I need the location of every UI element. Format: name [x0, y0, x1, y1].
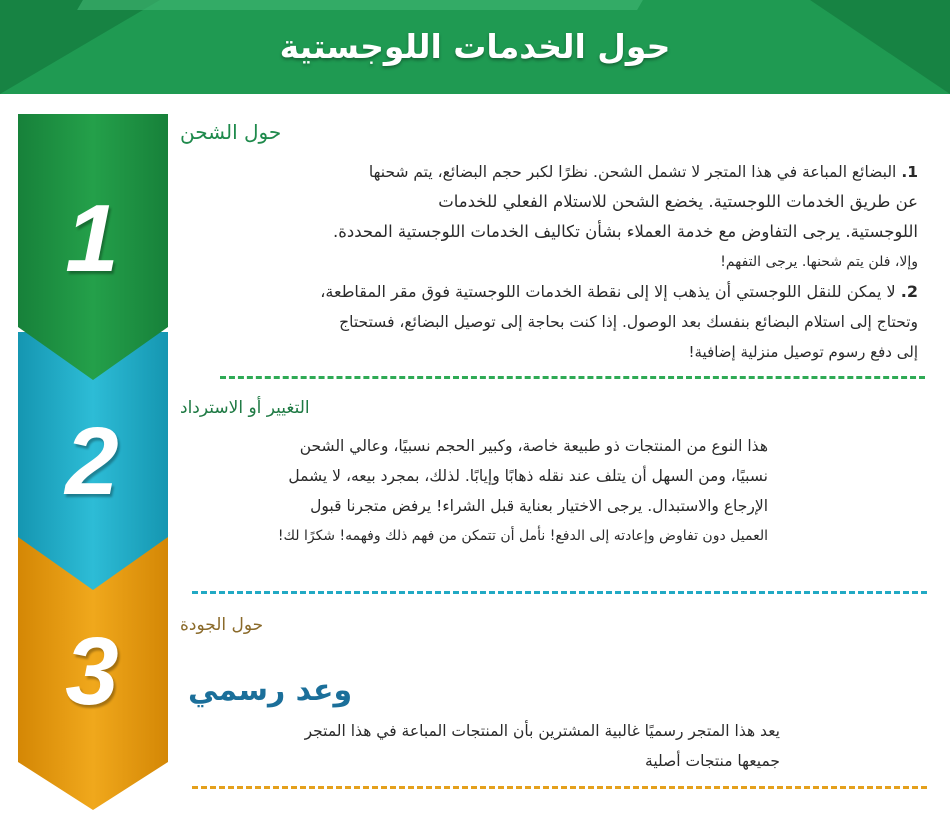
divider-2: [192, 591, 927, 594]
quality-paragraph: [180, 716, 780, 776]
shipping-p2-line-3: إلى دفع رسوم توصيل منزلية إضافية!: [688, 343, 918, 361]
shipping-p1-line-3: اللوجستية. يرجى التفاوض مع خدمة العملاء بشأن تكاليف الخدمات اللوجستية المحددة.: [332, 222, 918, 241]
official-promise-title: وعد رسمي: [188, 673, 353, 708]
divider-1: [220, 376, 925, 379]
section-heading-shipping: حول الشحن: [180, 120, 282, 144]
page-title: حول الخدمات اللوجستية: [279, 27, 671, 66]
step-number-3: 3: [65, 618, 119, 725]
shipping-p1-line-2: عن طريق الخدمات اللوجستية. يخضع الشحن للاستلام الفعلي للخدمات: [438, 192, 918, 211]
content-area: [180, 0, 940, 835]
divider-3: [192, 786, 927, 789]
exchange-line-4: العميل دون تفاوض وإعادته إلى الدفع! نأمل أن تتمكن من فهم ذلك وفهمه! شكرًا لك!: [277, 528, 768, 544]
step-ribbon: [10, 112, 180, 812]
quality-line-2: جميعها منتجات أصلية: [645, 752, 780, 770]
step-number-1: 1: [65, 185, 119, 292]
shipping-p1-line-4: وإلا، فلن يتم شحنها. يرجى التفهم!: [720, 254, 918, 270]
shipping-p1-line-1: 1. البضائع المباعة في هذا المتجر لا تشمل الشحن. نظرًا لكبر حجم البضائع، يتم شحنها: [368, 163, 918, 181]
shipping-paragraph-2: [178, 277, 918, 367]
exchange-paragraph: [178, 431, 768, 551]
quality-line-1: يعد هذا المتجر رسميًا غالبية المشترين بأن المنتجات المباعة في هذا المتجر: [304, 722, 780, 740]
exchange-line-1: هذا النوع من المنتجات ذو طبيعة خاصة، وكبير الحجم نسبيًا، وعالي الشحن: [299, 437, 768, 455]
shipping-p1-number: 1.: [901, 163, 918, 181]
shipping-p2-line-2: وتحتاج إلى استلام البضائع بنفسك بعد الوصول. إذا كنت بحاجة إلى توصيل البضائع، فستحتاج: [339, 313, 918, 331]
shipping-p2-number: 2.: [900, 282, 918, 301]
shipping-paragraph-1: [178, 157, 918, 277]
step-number-2: 2: [65, 408, 119, 515]
section-heading-quality: حول الجودة: [180, 615, 264, 635]
exchange-line-2: نسبيًا، ومن السهل أن يتلف عند نقله ذهابًا وإيابًا. لذلك، بمجرد بيعه، لا يشمل: [288, 467, 768, 485]
section-heading-exchange: التغيير أو الاسترداد: [180, 398, 310, 418]
exchange-line-3: الإرجاع والاستبدال. يرجى الاختيار بعناية قبل الشراء! يرفض متجرنا قبول: [310, 497, 768, 515]
shipping-p2-line-1: 2. لا يمكن للنقل اللوجستي أن يذهب إلا إلى نقطة الخدمات اللوجستية فوق مقر المقاطعة،: [320, 282, 918, 301]
